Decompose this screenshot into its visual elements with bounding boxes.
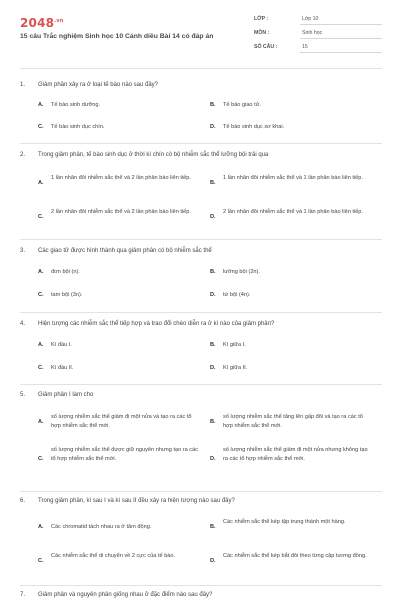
option-letter: D. <box>210 124 216 130</box>
divider <box>20 384 382 385</box>
divider <box>20 312 382 313</box>
meta-value: 15 <box>302 44 308 50</box>
option-text: Tế bào giao tử. <box>223 102 261 108</box>
option-text: 2 lần nhân đôi nhiễm sắc thể và 1 lần phân bào liên tiếp. <box>223 209 363 215</box>
option-text: Kì đầu II. <box>51 365 74 371</box>
divider <box>20 143 382 144</box>
meta-class-row <box>254 14 382 25</box>
option-text: Tế bào sinh dưỡng. <box>51 102 101 108</box>
option-text: Kì giữa I. <box>223 342 246 348</box>
option-text: Tế bào sinh dục chín. <box>51 124 105 130</box>
meta-underline <box>300 24 382 25</box>
meta-count-row <box>254 42 382 53</box>
question-text: Giảm phân và nguyên phân giống nhau ở đặc điểm nào sau đây? <box>38 592 213 598</box>
option-text: Các chromatid tách nhau ra ở tâm động. <box>51 524 152 530</box>
option-text: đơn bội (n). <box>51 269 80 275</box>
option-text: 1 lần nhân đôi nhiễm sắc thể và 2 lần phân bào liên tiếp. <box>51 175 191 181</box>
option-text: Các nhiễm sắc thể kép tập trung thành một hàng. <box>223 519 346 525</box>
option-letter: B. <box>210 102 216 108</box>
option-text: số lượng nhiễm sắc thể tăng lên gấp đôi và tạo ra các tổ hợp nhiễm sắc thể mới. <box>223 414 363 429</box>
option-text: 2 lần nhân đôi nhiễm sắc thể và 2 lần phân bào liên tiếp. <box>51 209 191 215</box>
option-text: số lượng nhiễm sắc thể được giữ nguyên nhưng tạo ra các tổ hợp nhiễm sắc thể mới. <box>51 447 199 462</box>
question-header <box>20 246 382 258</box>
logo-suffix: .vn <box>54 18 64 24</box>
question-number: 1. <box>20 82 26 88</box>
option-text: Tế bào sinh dục sơ khai. <box>223 124 285 130</box>
option-letter: B. <box>210 419 216 425</box>
question-header <box>20 319 382 331</box>
option-letter: D. <box>210 214 216 220</box>
meta-value: Lớp 10 <box>302 16 319 22</box>
option-letter: B. <box>210 269 216 275</box>
question-1 <box>20 80 382 130</box>
meta-underline <box>300 52 382 53</box>
question-number: 7. <box>20 592 26 598</box>
meta-subject-row <box>254 28 382 39</box>
question-number: 6. <box>20 498 26 504</box>
question-number: 2. <box>20 152 26 158</box>
option-letter: A. <box>38 180 44 186</box>
option-text: số lượng nhiễm sắc thể giảm đi một nửa nhưng không tạo ra các tổ hợp nhiễm sắc thể mới. <box>223 447 368 462</box>
option-text: Các nhiễm sắc thể kép bắt đôi theo từng cặp tương đồng. <box>223 553 367 559</box>
question-header <box>20 390 382 402</box>
meta-label: MÔN : <box>254 30 270 36</box>
option-letter: B. <box>210 342 216 348</box>
divider <box>20 491 382 492</box>
option-text: 1 lần nhân đôi nhiễm sắc thể và 1 lần phân bào liên tiếp. <box>223 175 363 181</box>
option-letter: C. <box>38 124 44 130</box>
option-letter: A. <box>38 102 44 108</box>
option-letter: B. <box>210 524 216 530</box>
question-number: 5. <box>20 392 26 398</box>
question-text: Hiện tượng các nhiễm sắc thể tiếp hợp và trao đổi chéo diễn ra ở kì nào của giảm phân? <box>38 321 275 327</box>
question-header <box>20 590 382 600</box>
divider <box>20 68 382 69</box>
question-6 <box>20 496 382 564</box>
option-text: lưỡng bội (2n). <box>223 269 260 275</box>
question-3 <box>20 246 382 298</box>
option-letter: A. <box>38 419 44 425</box>
question-5 <box>20 390 382 462</box>
question-header <box>20 80 382 92</box>
option-letter: D. <box>210 365 216 371</box>
option-letter: A. <box>38 342 44 348</box>
option-letter: C. <box>38 558 44 564</box>
question-header <box>20 496 382 508</box>
option-text: Kì giữa II. <box>223 365 248 371</box>
option-letter: C. <box>38 365 44 371</box>
option-text: tam bội (3n). <box>51 292 83 298</box>
option-text: Các nhiễm sắc thể di chuyển về 2 cực của tế bào. <box>51 553 176 559</box>
question-text: Trong giảm phân, kì sau I và kì sau II đều xảy ra hiện tượng nào sau đây? <box>38 498 235 504</box>
option-text: số lượng nhiễm sắc thể giảm đi một nửa và tạo ra các tổ hợp nhiễm sắc thể mới. <box>51 414 192 429</box>
option-letter: C. <box>38 214 44 220</box>
document-title: 15 câu Trắc nghiệm Sinh học 10 Cánh diều Bài 14 có đáp án <box>20 33 214 40</box>
meta-underline <box>300 38 382 39</box>
option-letter: C. <box>38 456 44 462</box>
meta-label: SỐ CÂU : <box>254 44 278 50</box>
question-number: 3. <box>20 248 26 254</box>
option-letter: A. <box>38 524 44 530</box>
question-number: 4. <box>20 321 26 327</box>
site-logo[interactable] <box>20 16 64 30</box>
question-text: Giảm phân xảy ra ở loại tế bào nào sau đây? <box>38 82 159 88</box>
question-header <box>20 150 382 162</box>
divider <box>20 585 382 586</box>
option-letter: A. <box>38 269 44 275</box>
meta-value: Sinh học <box>302 30 323 36</box>
document-header <box>20 14 382 58</box>
question-text: Trong giảm phân, tế bào sinh dục ở thời kì chín có bộ nhiễm sắc thể lưỡng bội trải qua <box>38 152 269 158</box>
question-4 <box>20 319 382 371</box>
option-text: Kì đầu I. <box>51 342 72 348</box>
question-7 <box>20 590 382 600</box>
question-text: Các giao tử được hình thành qua giảm phân có bộ nhiễm sắc thể <box>38 248 212 254</box>
option-letter: D. <box>210 292 216 298</box>
question-2 <box>20 150 382 220</box>
option-letter: B. <box>210 180 216 186</box>
divider <box>20 239 382 240</box>
question-text: Giảm phân I làm cho <box>38 392 94 398</box>
option-letter: D. <box>210 456 216 462</box>
meta-label: LỚP : <box>254 16 269 22</box>
option-text: tứ bội (4n). <box>223 292 251 298</box>
option-letter: D. <box>210 558 216 564</box>
logo-text: 2048 <box>20 16 55 30</box>
option-letter: C. <box>38 292 44 298</box>
